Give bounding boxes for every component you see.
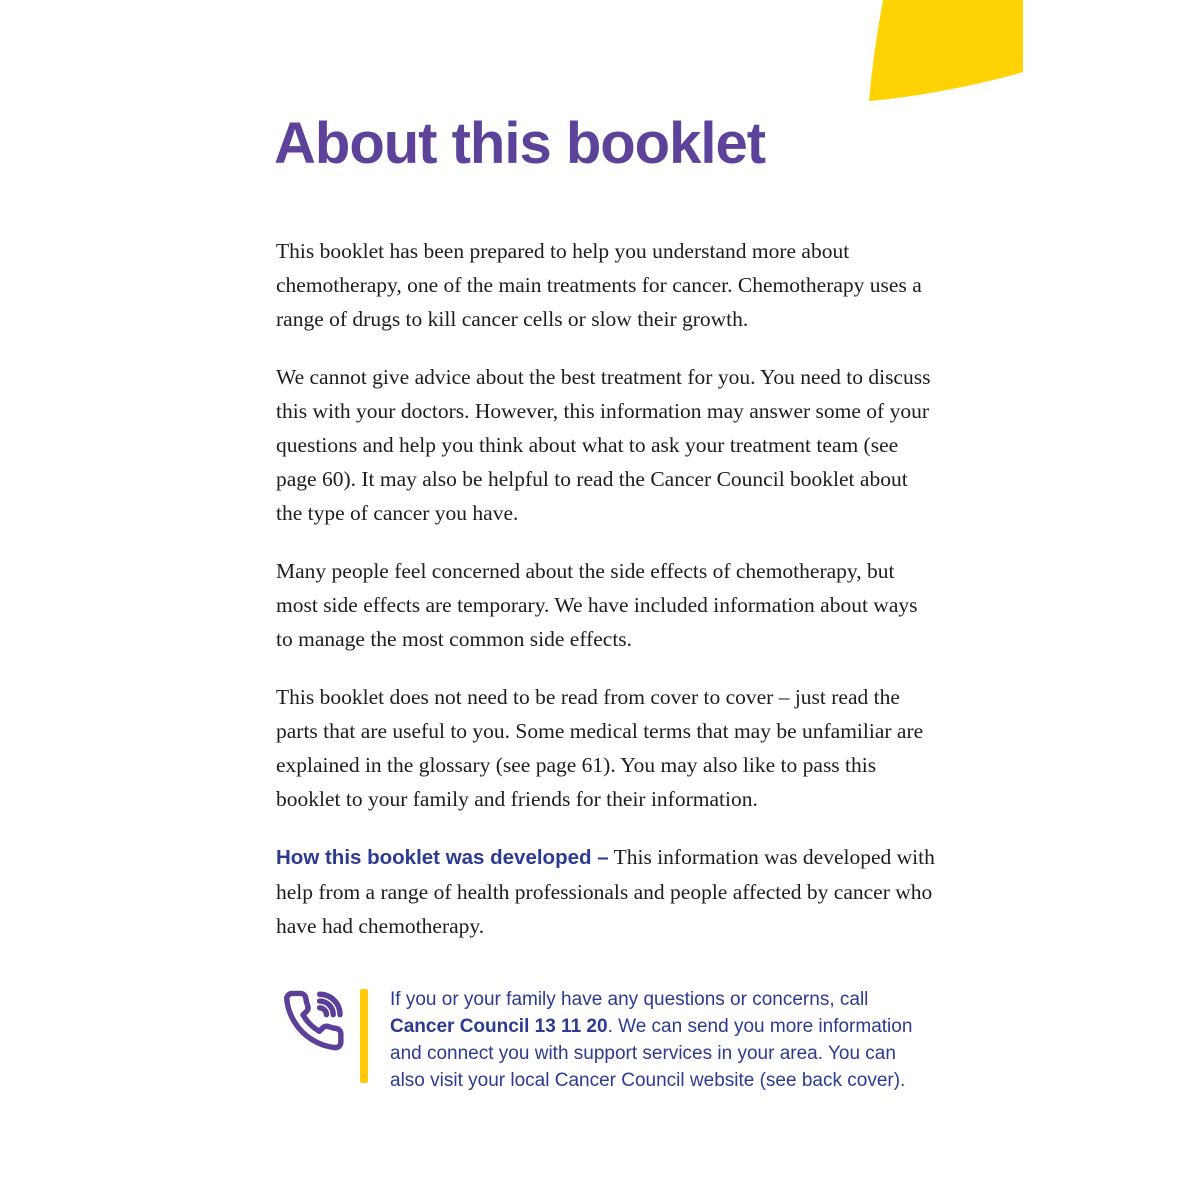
phone-icon <box>281 985 349 1059</box>
paragraph-intro: This booklet has been prepared to help you understand more about chemotherapy, one of the main treatments for cancer. Chemotherapy uses a range of drugs to kill cancer cells or slow their growth. <box>276 239 922 331</box>
yellow-corner-shape <box>0 0 1200 110</box>
paragraph-side-effects: Many people feel concerned about the side effects of chemotherapy, but most side effects are temporary. We have included information about ways to manage the most common side effects. <box>276 559 918 651</box>
how-developed-heading: How this booklet was developed – <box>276 846 609 869</box>
yellow-divider-bar <box>360 989 368 1083</box>
body-text-column <box>276 234 938 967</box>
sound-wave-inner <box>320 1008 327 1015</box>
callout-text-end: . We can send you more information and connect you with support services in your area. You can also visit your local Cancer Council website (see back cover). <box>390 1016 913 1091</box>
paragraph-reading: This booklet does not need to be read from cover to cover – just read the parts that are useful to you. Some medical terms that may be unfamiliar are explained in the glossary (see page 61). You may also like to pass this booklet to your family and friends for their information. <box>276 685 924 811</box>
cancer-council-phone-number: Cancer Council 13 11 20 <box>390 1016 608 1037</box>
how-developed-body: This information was developed with help from a range of health professionals and people affected by cancer who have had chemotherapy. <box>276 845 935 938</box>
page-title: About this booklet <box>274 111 766 176</box>
paragraph-advice: We cannot give advice about the best treatment for you. You need to discuss this with your doctors. However, this information may answer some of your questions and help you think about what to ask your treatment team (see page 60). It may also be helpful to read the Cancer Council booklet about the type of cancer you have. <box>276 365 931 525</box>
contact-callout <box>281 984 914 1094</box>
callout-text-start: If you or your family have any questions or concerns, call <box>390 989 869 1010</box>
paragraph-how-developed <box>276 840 938 943</box>
callout-text <box>390 986 914 1094</box>
